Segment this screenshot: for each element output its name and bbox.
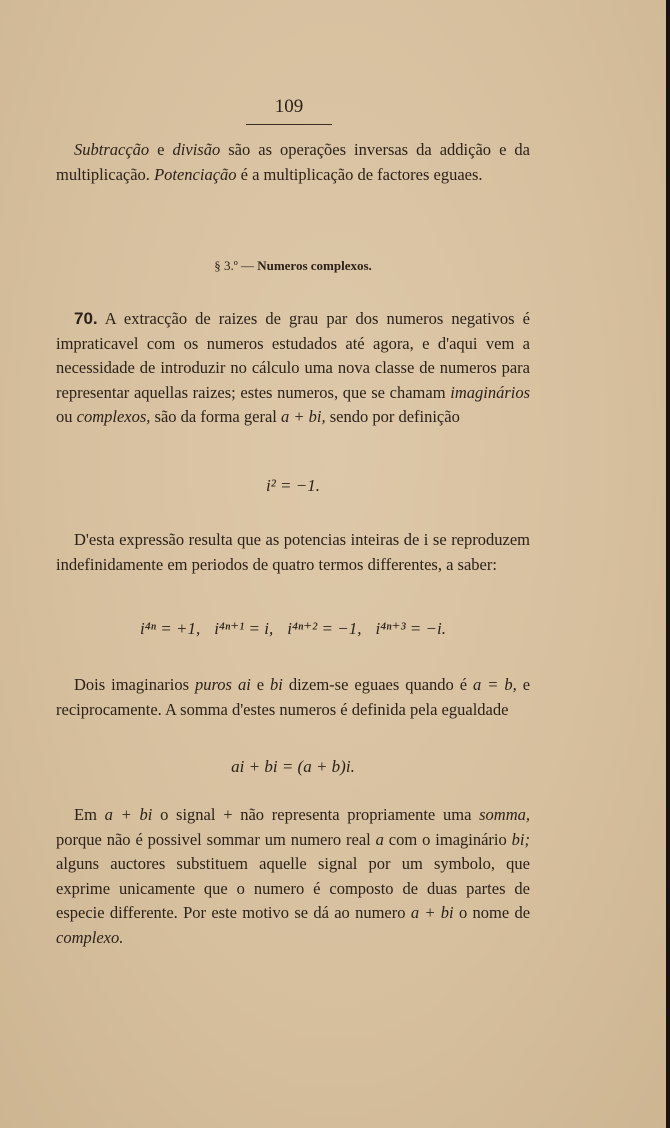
paragraph-pure-imaginaries: Dois imaginarios puros ai e bi dizem-se eguaes quando é a = b, e reciprocamente. A somma d'estes numeros é definida pela egualdade xyxy=(56,675,531,719)
term-complexos: complexos, xyxy=(76,407,151,426)
intro-paragraph: Subtracção e divisão são as operações inversas da addição e da multiplicação. Potenciação é a multiplicação de factores eguaes. xyxy=(56,140,530,184)
term-subtraccao: Subtracção xyxy=(74,140,150,159)
page-edge-shadow xyxy=(666,0,670,1128)
formula-a-plus-bi: a + bi, xyxy=(280,407,326,426)
term-imaginarios: imaginários xyxy=(450,382,530,402)
equation-sum: ai + bi = (a + b)i. xyxy=(231,757,355,776)
section-heading: § 3.º — Numeros complexos. xyxy=(214,258,372,273)
paragraph-number: 70. xyxy=(74,309,98,328)
page-number: 109 xyxy=(274,96,304,117)
page-number-rule xyxy=(246,124,332,125)
term-potenciacao: Potenciação xyxy=(154,164,237,184)
term-divisao: divisão xyxy=(172,140,221,159)
equation-periods: i⁴ⁿ = +1, i⁴ⁿ⁺¹ = i, i⁴ⁿ⁺² = −1, i⁴ⁿ⁺³ = −i. xyxy=(140,619,446,638)
paragraph-70: 70. A extracção de raizes de grau par dos numeros negativos é impraticavel com os numeros estudados até agora, e d'aqui vem a necessidade de introduzir no cálculo uma nova classe de numeros para representar aquellas raizes; estes numeros, que se chamam imaginários ou complexos, são da forma geral a + bi, sendo por definição xyxy=(56,309,530,426)
paragraph-complex: Em a + bi o signal + não representa propriamente uma somma, porque não é possivel sommar um numero real a com o imaginário bi; alguns auctores substituem aquelle signal por um symbolo, que exprime unicamente que o numero é composto de duas partes de especie differente. Por este motivo se dá ao numero a + bi o nome de complexo. xyxy=(56,805,531,947)
paragraph-periods: D'esta expressão resulta que as potencias inteiras de i se reproduzem indefinidamente em periodos de quatro termos differentes, a saber: xyxy=(56,530,530,574)
equation-i-squared: i² = −1. xyxy=(265,476,320,495)
